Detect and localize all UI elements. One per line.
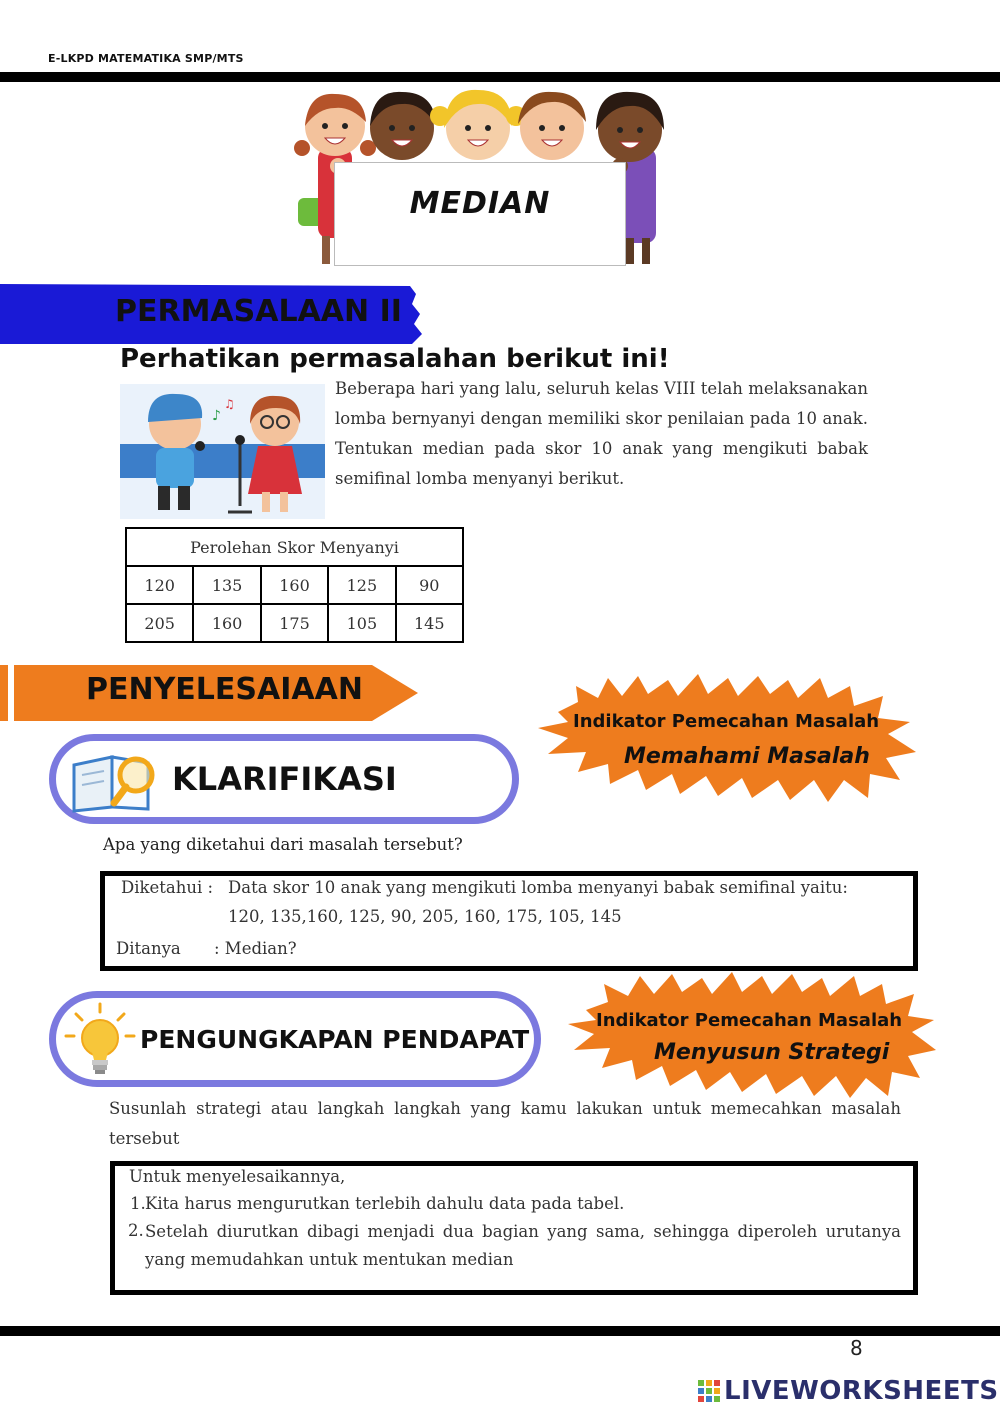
table-row xyxy=(126,604,463,642)
klarifikasi-question: Apa yang diketahui dari masalah tersebut? xyxy=(103,835,463,854)
svg-text:♪: ♪ xyxy=(212,408,221,424)
asked-text: : Median? xyxy=(214,939,297,958)
asked-label: Ditanya xyxy=(116,939,181,958)
score-cell: 175 xyxy=(261,604,328,642)
indicator2-subtitle: Menyusun Strategi xyxy=(654,1040,890,1065)
kids-singing-illustration xyxy=(120,384,325,519)
indicator-splash-2 xyxy=(568,972,936,1100)
indicator2-title: Indikator Pemecahan Masalah xyxy=(596,1010,903,1031)
known-values: 120, 135,160, 125, 90, 205, 160, 175, 105, 145 xyxy=(228,907,622,926)
score-cell: 90 xyxy=(396,566,463,604)
score-cell: 120 xyxy=(126,566,193,604)
pendapat-label: PENGUNGKAPAN PENDAPAT xyxy=(140,1025,530,1054)
step-text: Kita harus mengurutkan terlebih dahulu data pada tabel. xyxy=(145,1194,625,1213)
liveworksheets-logo-icon xyxy=(698,1380,720,1402)
score-cell: 105 xyxy=(328,604,395,642)
score-cell: 145 xyxy=(396,604,463,642)
strategy-intro: Untuk menyelesaikannya, xyxy=(129,1167,346,1186)
indicator1-title: Indikator Pemecahan Masalah xyxy=(573,711,880,732)
top-divider xyxy=(0,72,1000,82)
score-cell: 135 xyxy=(193,566,260,604)
known-text: Data skor 10 anak yang mengikuti lomba menyanyi babak semifinal yaitu: xyxy=(228,878,848,897)
indicator1-subtitle: Memahami Masalah xyxy=(624,744,870,769)
table-row xyxy=(126,566,463,604)
table-header-row xyxy=(126,528,463,566)
score-cell: 205 xyxy=(126,604,193,642)
klarifikasi-label: KLARIFIKASI xyxy=(172,760,397,798)
table-title: Perolehan Skor Menyanyi xyxy=(126,528,463,566)
problem-banner-label: PERMASALAAN II xyxy=(115,294,402,329)
step-text: Setelah diurutkan dibagi menjadi dua bagian yang sama, sehingga diperoleh urutanya yang memudahkan untuk mentukan median xyxy=(145,1222,901,1269)
book-magnifier-icon xyxy=(70,745,162,813)
problem-heading: Perhatikan permasalahan berikut ini! xyxy=(120,344,670,374)
score-cell: 160 xyxy=(261,566,328,604)
svg-text:♫: ♫ xyxy=(224,397,235,411)
known-label: Diketahui : xyxy=(121,878,214,897)
score-table xyxy=(125,527,464,643)
liveworksheets-brand[interactable]: LIVEWORKSHEETS xyxy=(724,1376,999,1406)
score-cell: 125 xyxy=(328,566,395,604)
step-number: 2. xyxy=(128,1221,144,1240)
lightbulb-icon xyxy=(64,1002,136,1078)
page-number: 8 xyxy=(850,1336,863,1360)
problem-paragraph: Beberapa hari yang lalu, seluruh kelas VIII telah melaksanakan lomba bernyanyi dengan memiliki skor penilaian pada 10 anak. Tentukan median pada skor 10 anak yang mengikuti babak semifinal lomba menyanyi berikut. xyxy=(335,379,868,488)
indicator-splash-1 xyxy=(538,672,918,804)
solution-banner-label: PENYELESAIAAN xyxy=(86,672,363,707)
bottom-divider xyxy=(0,1326,1000,1336)
document-header: E-LKPD MATEMATIKA SMP/MTS xyxy=(48,52,244,65)
score-cell: 160 xyxy=(193,604,260,642)
step-number: 1. xyxy=(130,1194,146,1213)
topic-title: MEDIAN xyxy=(409,186,551,221)
pendapat-instruction: Susunlah strategi atau langkah langkah yang kamu lakukan untuk memecahkan masalah tersebut xyxy=(109,1099,901,1148)
